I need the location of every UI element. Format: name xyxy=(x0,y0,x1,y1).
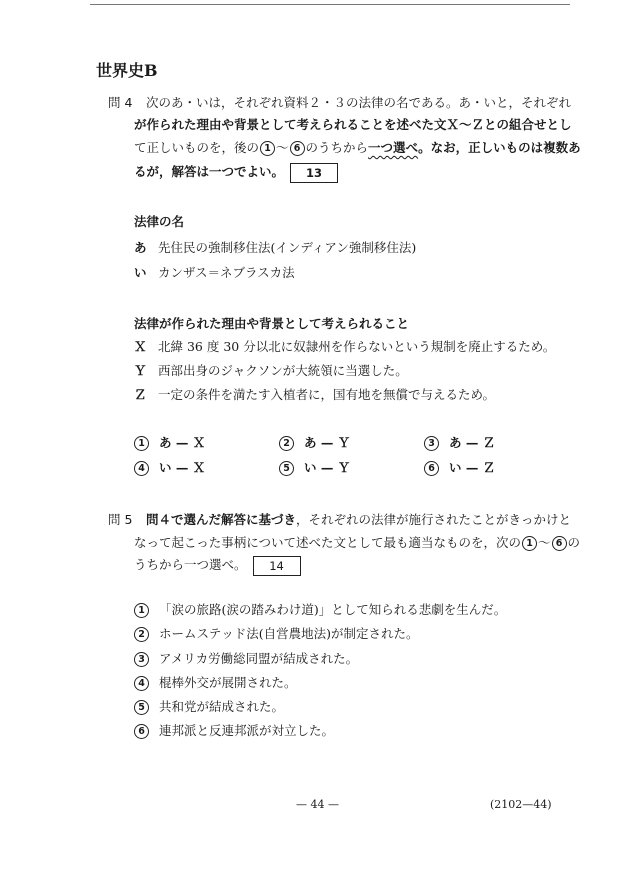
circled-number-icon: 1 xyxy=(260,141,275,156)
q5-line-1: 問４で選んだ解答に基づき，それぞれの法律が施行されたことがきっかけと xyxy=(146,512,572,527)
circled-number-icon: 1 xyxy=(522,536,537,551)
circled-number-icon: 2 xyxy=(279,436,294,451)
reason-item: Ｚ 一定の条件を満たす入植者に，国有地を無償で与えるため。 xyxy=(134,387,496,402)
q4-choice-2[interactable]: 2 あ — Ｙ xyxy=(279,433,350,451)
law-item: い カンザス＝ネブラスカ法 xyxy=(134,265,295,280)
q5-line-2: なって起こった事柄について述べた文として最も適当なものを，次の 1 ～ 6 の xyxy=(134,535,581,550)
circled-number-icon: 6 xyxy=(290,141,305,156)
circled-number-icon: 6 xyxy=(134,724,149,739)
circled-number-icon: 6 xyxy=(424,461,439,476)
circled-number-icon: 6 xyxy=(552,536,567,551)
circled-number-icon: 3 xyxy=(424,436,439,451)
q4-line-4: るが，解答は一つでよい。 13 xyxy=(134,161,338,183)
q5-choice-3[interactable]: 3 アメリカ労働総同盟が結成された。 xyxy=(134,649,358,667)
circled-number-icon: 4 xyxy=(134,461,149,476)
q5-line-3: うちから一つ選べ。 14 xyxy=(134,554,301,576)
q4-choice-1[interactable]: 1 あ — Ｘ xyxy=(134,433,205,451)
circled-number-icon: 5 xyxy=(279,461,294,476)
laws-heading: 法律の名 xyxy=(134,214,185,229)
answer-box-14[interactable]: 14 xyxy=(253,556,301,576)
reasons-heading: 法律が作られた理由や背景として考えられること xyxy=(134,316,410,331)
subject-title: 世界史B xyxy=(96,61,158,80)
top-rule xyxy=(90,4,570,5)
q5-choice-2[interactable]: 2 ホームステッド法(自営農地法)が制定された。 xyxy=(134,624,419,642)
circled-number-icon: 3 xyxy=(134,652,149,667)
q5-choice-5[interactable]: 5 共和党が結成された。 xyxy=(134,697,284,715)
q4-label: 問 4 xyxy=(108,95,133,110)
q4-line-1: 次のあ・いは，それぞれ資料２・３の法律の名である。あ・いと，それぞれ xyxy=(146,95,572,110)
q5-choice-4[interactable]: 4 棍棒外交が展開された。 xyxy=(134,673,297,691)
circled-number-icon: 2 xyxy=(134,627,149,642)
q4-choice-5[interactable]: 5 い — Ｙ xyxy=(279,458,350,476)
q4-line-2: が作られた理由や背景として考えられることを述べた文Ｘ～Ｚとの組合せとし xyxy=(134,117,572,132)
answer-box-13[interactable]: 13 xyxy=(290,163,338,183)
reason-item: Ｙ 西部出身のジャクソンが大統領に当選した。 xyxy=(134,363,408,378)
exam-code: (2102—44) xyxy=(490,798,552,811)
circled-number-icon: 5 xyxy=(134,700,149,715)
q4-choice-6[interactable]: 6 い — Ｚ xyxy=(424,458,495,476)
q4-choice-3[interactable]: 3 あ — Ｚ xyxy=(424,433,495,451)
page-number: — 44 — xyxy=(296,798,339,811)
reason-item: Ｘ 北緯 36 度 30 分以北に奴隷州を作らないという規制を廃止するため。 xyxy=(134,339,556,354)
q5-label: 問 5 xyxy=(108,512,133,527)
circled-number-icon: 4 xyxy=(134,676,149,691)
q5-choice-6[interactable]: 6 連邦派と反連邦派が対立した。 xyxy=(134,721,334,739)
q5-choice-1[interactable]: 1 「涙の旅路(涙の踏みわけ道)」として知られる悲劇を生んだ。 xyxy=(134,600,506,618)
q4-line-3: て正しいものを，後の 1 ～ 6 のうちから一つ選べ。なお，正しいものは複数あ xyxy=(134,140,581,155)
law-item: あ 先住民の強制移住法(インディアン強制移住法) xyxy=(134,240,417,255)
circled-number-icon: 1 xyxy=(134,603,149,618)
circled-number-icon: 1 xyxy=(134,436,149,451)
q4-choice-4[interactable]: 4 い — Ｘ xyxy=(134,458,205,476)
